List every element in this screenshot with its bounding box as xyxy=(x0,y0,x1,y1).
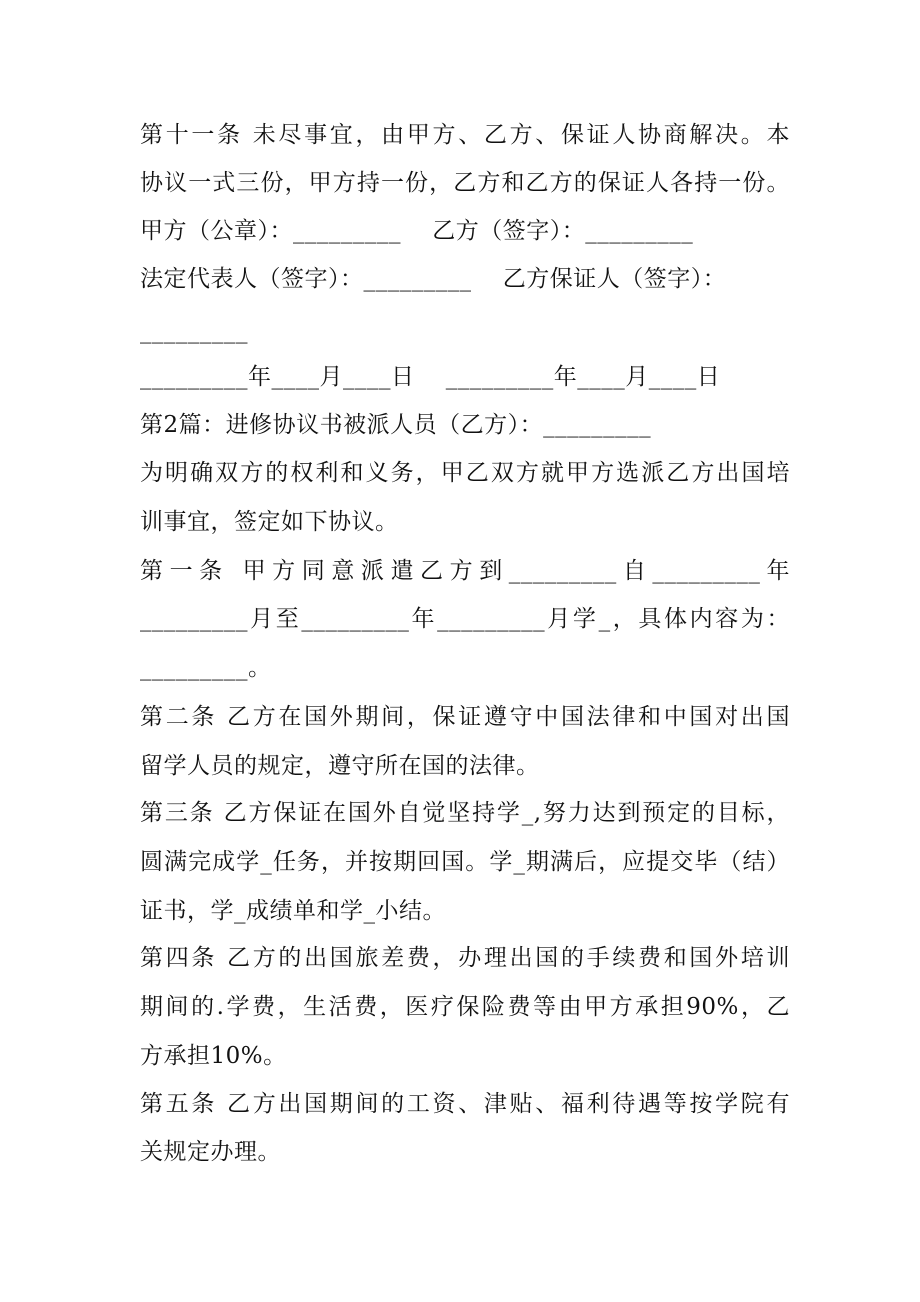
text-line: 圆满完成学_任务，并按期回国。学_期满后，应提交毕（结） xyxy=(140,849,790,875)
blank-line: _________ xyxy=(140,318,248,344)
date-line: _________年____月____日 _________年____月____日 xyxy=(140,364,721,390)
text-line: 第四条 乙方的出国旅差费，办理出国的手续费和国外培训 xyxy=(140,945,790,971)
text-line: 证书，学_成绩单和学_小结。 xyxy=(140,898,446,924)
text-line: 第二条 乙方在国外期间，保证遵守中国法律和中国对出国 xyxy=(140,704,790,730)
text-line: 协议一式三份，甲方持一份，乙方和乙方的保证人各持一份。 xyxy=(140,170,790,196)
signature-line-party-a: 甲方（公章）：_________ 乙方（签字）：_________ xyxy=(140,218,694,244)
text-line: 关规定办理。 xyxy=(140,1139,281,1165)
text-line: 方承担10%。 xyxy=(140,1043,287,1069)
text-line: 第三条 乙方保证在国外自觉坚持学_,努力达到预定的目标， xyxy=(140,800,790,826)
text-line: _________月至_________年_________月学_，具体内容为： xyxy=(140,606,790,632)
text-line: 为明确双方的权利和义务，甲乙双方就甲方选派乙方出国培 xyxy=(140,460,790,486)
section-heading: 第2篇：进修协议书被派人员（乙方）：_________ xyxy=(140,412,652,438)
text-line: 第五条 乙方出国期间的工资、津贴、福利待遇等按学院有 xyxy=(140,1091,790,1117)
text-line: 第十一条 未尽事宜，由甲方、乙方、保证人协商解决。本 xyxy=(140,122,790,148)
text-line: _________。 xyxy=(140,655,272,681)
text-line: 留学人员的规定，遵守所在国的法律。 xyxy=(140,753,540,779)
signature-line-representative: 法定代表人（签字）：_________ 乙方保证人（签字）： xyxy=(140,266,727,292)
text-line: 第一条 甲方同意派遣乙方到_________自_________年 xyxy=(140,558,790,584)
text-line: 训事宜，签定如下协议。 xyxy=(140,509,399,535)
text-line: 期间的.学费，生活费，医疗保险费等由甲方承担90%，乙 xyxy=(140,994,790,1020)
